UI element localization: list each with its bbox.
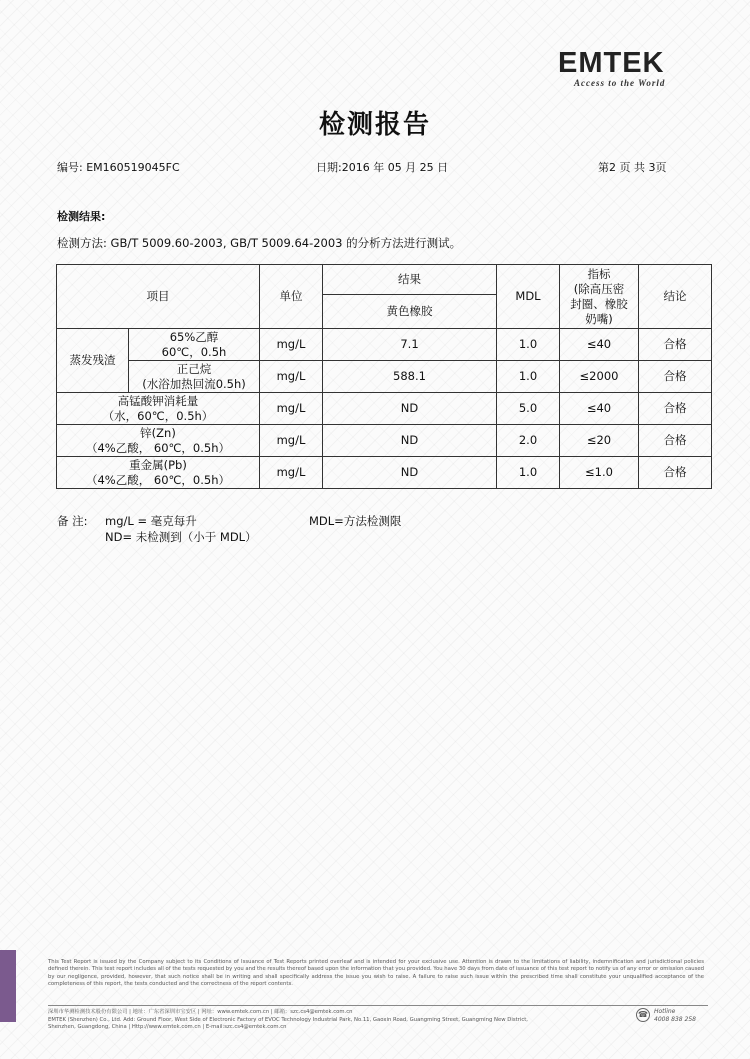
logo-tagline: Access to the World xyxy=(574,78,666,88)
phone-icon: ☎ xyxy=(636,1008,650,1022)
mdl-cell: 5.0 xyxy=(497,393,560,425)
result-cell: 588.1 xyxy=(323,361,497,393)
conclusion-cell: 合格 xyxy=(639,361,712,393)
item-condition: 60℃，0.5h xyxy=(161,344,227,359)
result-cell: ND xyxy=(323,457,497,489)
header-sample: 黄色橡胶 xyxy=(323,295,497,329)
report-date: 日期:2016 年 05 月 25 日 xyxy=(316,161,449,174)
results-heading: 检测结果: xyxy=(57,210,106,223)
contact-line: EMTEK (Shenzhen) Co., Ltd. Add: Ground Floor, West Side of Electronic Factory of EVOC Technology Industrial Park, No.11, Gaoxin Road, Guangming Street, Guangming New District, xyxy=(48,1016,528,1023)
conclusion-cell: 合格 xyxy=(639,329,712,361)
header-limit-line4: 奶嘴) xyxy=(585,311,613,326)
result-cell: ND xyxy=(323,425,497,457)
result-cell: ND xyxy=(323,393,497,425)
limit-cell: ≤40 xyxy=(560,393,639,425)
result-cell: 7.1 xyxy=(323,329,497,361)
remark-mdl: MDL=方法检测限 xyxy=(309,514,402,528)
item-name: 锌(Zn) xyxy=(140,425,176,440)
item-condition: （4%乙酸， 60℃，0.5h） xyxy=(85,440,231,455)
report-title: 检测报告 xyxy=(318,110,431,140)
table-header-row xyxy=(57,265,712,295)
company-logo xyxy=(558,48,698,88)
header-item: 项目 xyxy=(57,265,260,329)
table-row xyxy=(57,361,712,393)
hotline xyxy=(654,1008,696,1023)
item-cell xyxy=(57,393,260,425)
hotline-label: Hotline xyxy=(654,1008,676,1015)
page-indicator: 第2 页 共 3页 xyxy=(598,161,667,174)
limit-cell: ≤20 xyxy=(560,425,639,457)
remark-nd: ND= 未检测到（小于 MDL） xyxy=(105,530,257,544)
footer-contact xyxy=(48,1009,628,1032)
remark-mgl: mg/L = 毫克每升 xyxy=(105,514,197,528)
unit-cell: mg/L xyxy=(260,361,323,393)
header-limit xyxy=(560,265,639,329)
item-name: 重金属(Pb) xyxy=(129,457,187,472)
item-name: 高锰酸钾消耗量 xyxy=(117,393,199,408)
side-accent-bar xyxy=(0,950,16,1022)
header-limit-line3: 封圈、橡胶 xyxy=(570,296,628,311)
header-unit: 单位 xyxy=(260,265,323,329)
conclusion-cell: 合格 xyxy=(639,393,712,425)
remarks-label: 备 注: xyxy=(57,514,88,528)
header-limit-line2: (除高压密 xyxy=(573,281,625,296)
header-mdl: MDL xyxy=(497,265,560,329)
remarks xyxy=(57,513,402,544)
header-conclusion: 结论 xyxy=(639,265,712,329)
item-cell xyxy=(129,361,260,393)
table-row xyxy=(57,329,712,361)
unit-cell: mg/L xyxy=(260,393,323,425)
contact-line: 深圳市华测检测技术股份有限公司 | 地址：广东省深圳市宝安区 | 网址：www.emtek.com.cn | 邮箱：szc.cs4@emtek.com.cn xyxy=(48,1009,353,1015)
conclusion-cell: 合格 xyxy=(639,425,712,457)
hotline-number: 4008 838 258 xyxy=(654,1015,696,1023)
limit-cell: ≤40 xyxy=(560,329,639,361)
header-limit-line1: 指标 xyxy=(587,266,611,281)
mdl-cell: 1.0 xyxy=(497,457,560,489)
header-result: 结果 xyxy=(323,265,497,295)
unit-cell: mg/L xyxy=(260,329,323,361)
table-row xyxy=(57,457,712,489)
item-cell xyxy=(57,457,260,489)
limit-cell: ≤2000 xyxy=(560,361,639,393)
report-number: 编号: EM160519045FC xyxy=(57,161,180,174)
unit-cell: mg/L xyxy=(260,425,323,457)
results-table xyxy=(56,264,712,489)
item-condition: （水，60℃，0.5h） xyxy=(102,408,214,423)
footer-disclaimer: This Test Report is issued by the Company subject to its Conditions of Issuance of Test Reports printed overleaf and is intended for your exclusive use. Attention is drawn to the limitations of liability, indemnification and jurisdictional policies defined therein. This test report includes all of the tests requested by you and the results thereof based upon the information that you provided. You have 30 days from date of issuance of this test report to notify us of any error or omission caused by our negligence, provided, however, that such notice shall be in writing and shall specifically address the issue you wish to raise. A failure to raise such issue within the prescribed time shall constitute your unqualified acceptance of the completeness of this report, the tests conducted and the correctness of the report contents. xyxy=(48,959,705,987)
mdl-cell: 2.0 xyxy=(497,425,560,457)
item-cell xyxy=(129,329,260,361)
limit-cell: ≤1.0 xyxy=(560,457,639,489)
group-label: 蒸发残渣 xyxy=(57,329,129,393)
item-condition: （4%乙酸， 60℃，0.5h） xyxy=(85,472,231,487)
contact-line: Shenzhen, Guangdong, China | Http://www.emtek.com.cn | E-mail:szc.cs4@emtek.com.cn xyxy=(48,1024,287,1030)
table-row xyxy=(57,393,712,425)
item-name: 65%乙醇 xyxy=(169,329,219,344)
unit-cell: mg/L xyxy=(260,457,323,489)
mdl-cell: 1.0 xyxy=(497,361,560,393)
footer-divider xyxy=(48,1005,708,1006)
mdl-cell: 1.0 xyxy=(497,329,560,361)
conclusion-cell: 合格 xyxy=(639,457,712,489)
item-name: 正己烷 xyxy=(176,361,212,376)
logo-text: EMTEK xyxy=(558,47,665,79)
test-method: 检测方法: GB/T 5009.60-2003, GB/T 5009.64-2003 的分析方法进行测试。 xyxy=(57,236,462,250)
item-cell xyxy=(57,425,260,457)
table-row xyxy=(57,425,712,457)
item-condition: (水浴加热回流0.5h) xyxy=(142,376,246,391)
